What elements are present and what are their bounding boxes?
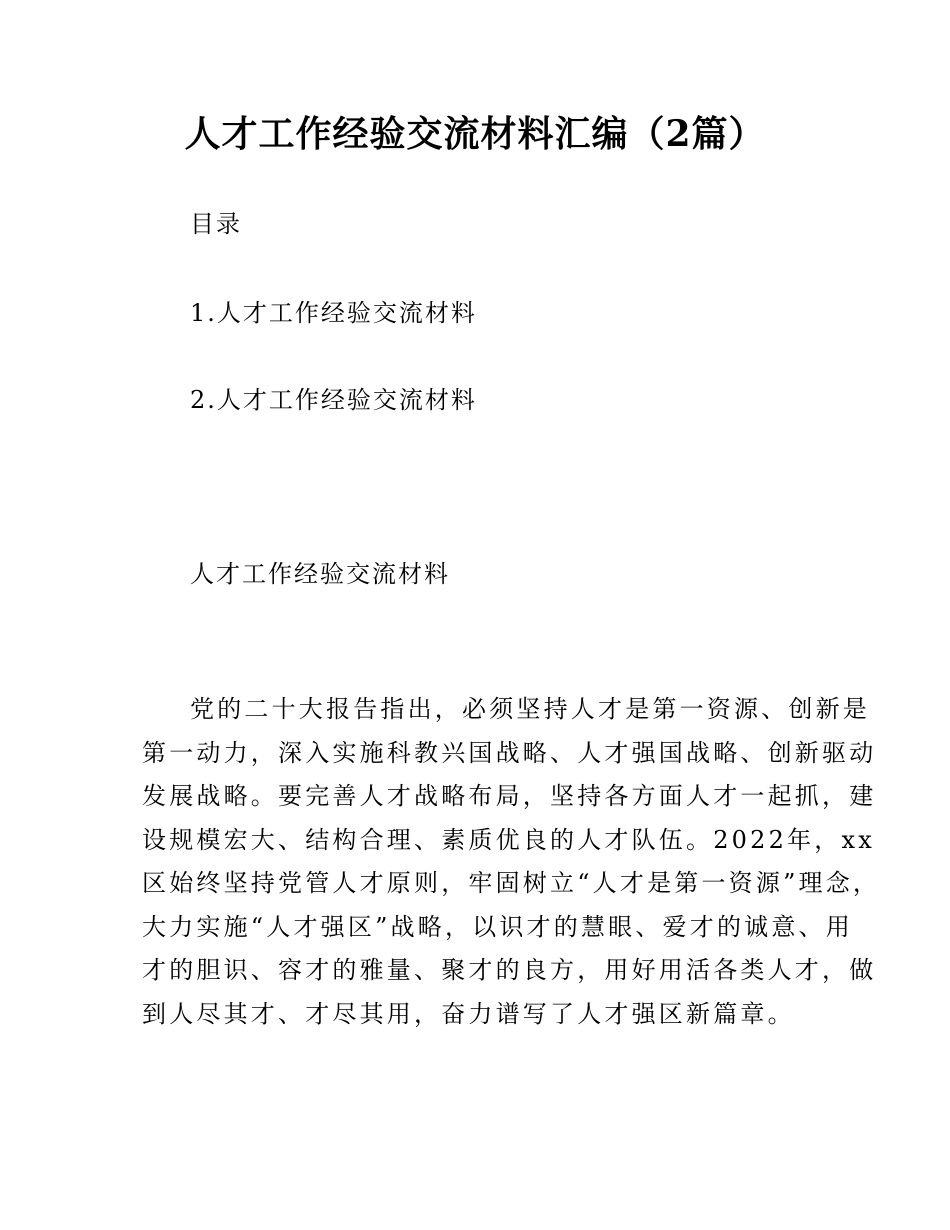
document-title: 人才工作经验交流材料汇编（2篇） <box>184 113 766 155</box>
paragraph-line: 党的二十大报告指出，必须坚持人才是第一资源、创新是 <box>190 695 870 723</box>
paragraph-line: 设规模宏大、结构合理、素质优良的人才队伍。2022年，xx <box>142 825 875 854</box>
toc-item: 1.人才工作经验交流材料 <box>190 299 477 327</box>
paragraph-line: 才的胆识、容才的雅量、聚才的良方，用好用活各类人才，做 <box>142 956 877 984</box>
body-paragraph <box>142 688 881 1036</box>
toc-item: 2.人才工作经验交流材料 <box>190 386 477 414</box>
paragraph-line: 到人尽其才、才尽其用，奋力谱写了人才强区新篇章。 <box>142 999 795 1028</box>
section-heading: 人才工作经验交流材料 <box>190 560 450 588</box>
paragraph-line: 大力实施“人才强区”战略，以识才的慧眼、爱才的诚意、用 <box>142 912 853 941</box>
paragraph-line: 发展战略。要完善人才战略布局，坚持各方面人才一起抓，建 <box>142 782 877 810</box>
toc-heading: 目录 <box>190 210 242 238</box>
paragraph-line: 区始终坚持党管人才原则，牢固树立“人才是第一资源”理念， <box>142 869 881 897</box>
paragraph-line: 第一动力，深入实施科教兴国战略、人才强国战略、创新驱动 <box>142 738 877 767</box>
